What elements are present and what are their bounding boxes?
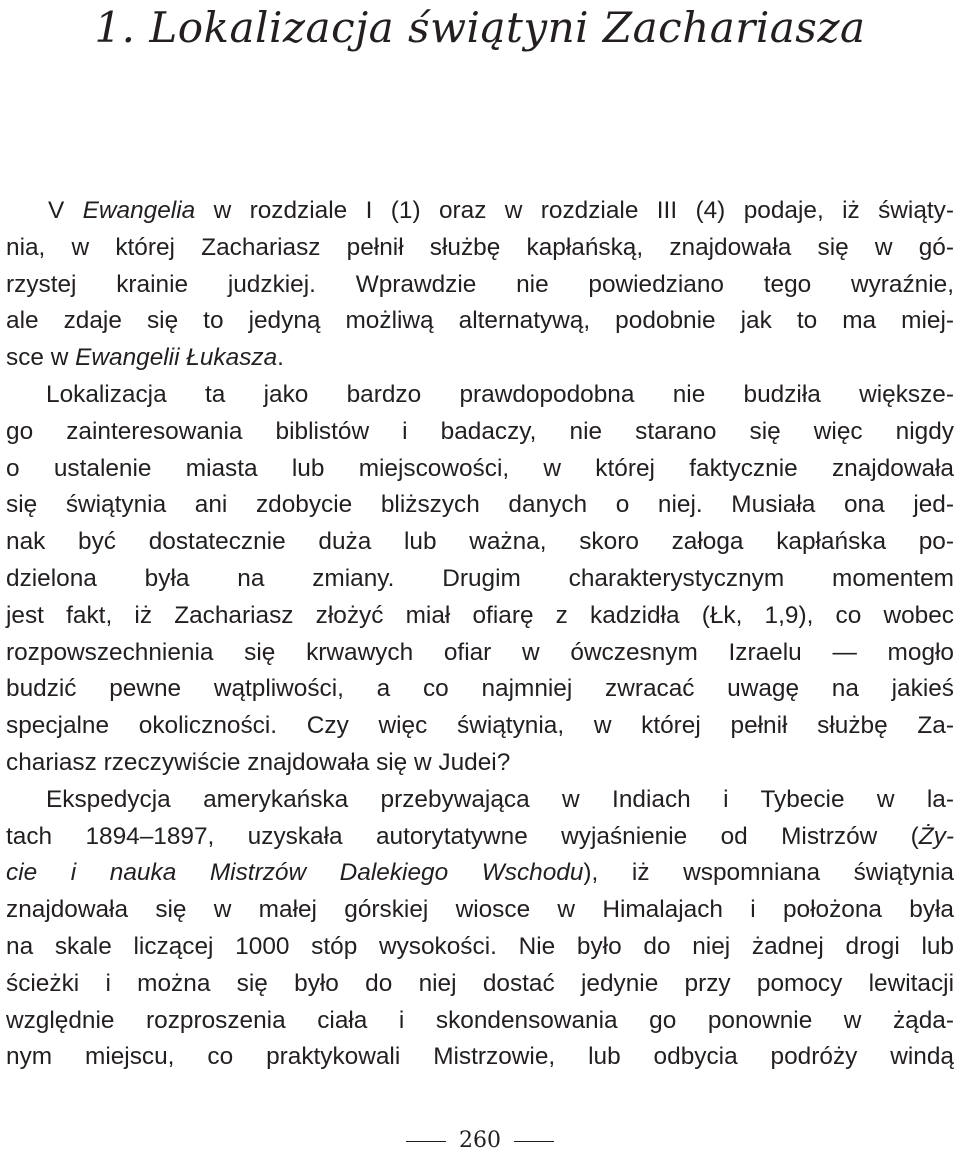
text-line: nia, w której Zachariasz pełnił służbę kapłańską, znajdowała się w gó- [6, 233, 954, 261]
text-line: o ustalenie miasta lub miejscowości, w której faktycznie znajdowała [6, 454, 954, 482]
text-line: budzić pewne wątpliwości, a co najmniej zwracać uwagę na jakieś [6, 675, 954, 703]
text-line: V Ewangelia w rozdziale I (1) oraz w rozdziale III (4) podaje, iż świąty- [48, 197, 954, 224]
text-line: tach 1894–1897, uzyskała autorytatywne wyjaśnienie od Mistrzów (Ży- [6, 822, 954, 850]
folio-dash [406, 1141, 446, 1142]
text-line: specjalne okoliczności. Czy więc świątynia, w której pełnił służbę Za- [6, 712, 954, 740]
text-line: dzielona była na zmiany. Drugim charakterystycznym momentem [6, 564, 954, 592]
page-number: 260 [459, 1128, 501, 1153]
text-line: względnie rozproszenia ciała i skondensowania go ponownie w żąda- [6, 1006, 954, 1034]
text-line: ale zdaje się to jedyną możliwą alternatywą, podobnie jak to ma miej- [6, 307, 954, 335]
text-line: sce w Ewangelii Łukasza. [6, 344, 284, 372]
page-number-footer [0, 1126, 960, 1156]
text-line: nak być dostatecznie duża lub ważna, skoro załoga kapłańska po- [6, 528, 954, 556]
book-title-italic: Ewangelia [82, 197, 196, 224]
text-line: chariasz rzeczywiście znajdowała się w Judei? [6, 748, 511, 776]
text-line: jest fakt, iż Zachariasz złożyć miał ofiarę z kadzidła (Łk, 1,9), co wobec [6, 601, 954, 629]
body-text [6, 193, 954, 1076]
chapter-title: 1. Lokalizacja świątyni Zachariasza [94, 3, 866, 52]
text-line: rozpowszechnienia się krwawych ofiar w ówczesnym Izraelu — mogło [6, 638, 954, 666]
text-line: rzystej krainie judzkiej. Wprawdzie nie powiedziano tego wyraźnie, [6, 270, 954, 298]
text-line: Lokalizacja ta jako bardzo prawdopodobna nie budziła większe- [46, 380, 954, 408]
text-line: go zainteresowania biblistów i badaczy, nie starano się więc nigdy [6, 417, 954, 445]
book-title-italic: Ewangelii Łukasza [75, 344, 278, 372]
text-line: na skale liczącej 1000 stóp wysokości. Nie było do niej żadnej drogi lub [6, 932, 954, 960]
text-line: się świątynia ani zdobycie bliższych danych o niej. Musiała ona jed- [6, 491, 954, 519]
paragraph-2 [6, 377, 954, 782]
book-title-italic: Ży- [918, 822, 954, 850]
text-line: ścieżki i można się było do niej dostać jedynie przy pomocy lewitacji [6, 969, 954, 997]
text-line: Ekspedycja amerykańska przebywająca w Indiach i Tybecie w la- [46, 785, 954, 813]
folio-dash [514, 1141, 554, 1142]
paragraph-1 [6, 193, 954, 377]
text-line: nym miejscu, co praktykowali Mistrzowie, lub odbycia podróży windą [6, 1043, 954, 1071]
book-title-italic: cie i nauka Mistrzów Dalekiego Wschodu [6, 859, 584, 887]
text-line: znajdowała się w małej górskiej wiosce w Himalajach i położona była [6, 896, 954, 924]
text-line: cie i nauka Mistrzów Dalekiego Wschodu), iż wspomniana świątynia [6, 859, 954, 887]
paragraph-3 [6, 782, 954, 1076]
